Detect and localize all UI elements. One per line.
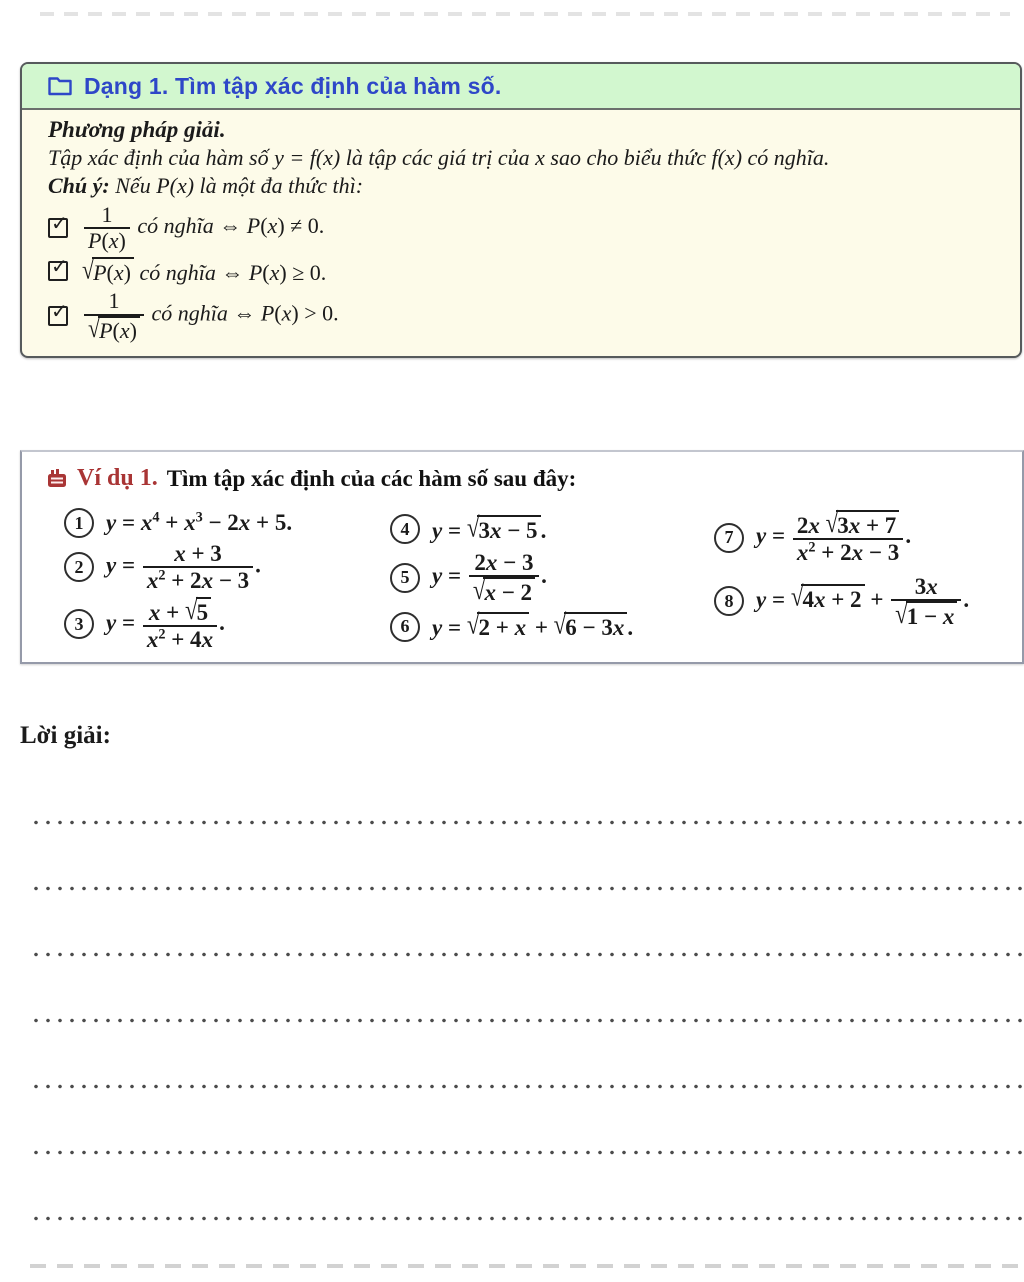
problem-math: y = √2 + x + √6 − 3x . — [432, 609, 634, 641]
problem-number: 5 — [390, 563, 420, 593]
method-intro: Tập xác định của hàm số y = f(x) là tập các giá trị của x sao cho biểu thức f(x) có nghĩa. — [48, 145, 830, 170]
problem-row — [64, 594, 225, 653]
problem-math: y = $\frac{2x √3x + 7}{x^2 + 2x - 3}$ . — [756, 507, 912, 566]
dotted-line — [30, 886, 1024, 891]
dotted-line — [30, 1084, 1024, 1089]
problems-column-2 — [390, 511, 634, 642]
problem-math: y = √3x − 5 . — [432, 511, 547, 543]
problem-row — [390, 511, 547, 544]
dotted-line — [30, 952, 1024, 957]
example-stamp-icon — [46, 468, 68, 490]
method-item-math: $\frac{1}{P(x)}$ có nghĩa ⇔ P(x) ≠ 0. — [82, 203, 324, 253]
section-title: Dạng 1. Tìm tập xác định của hàm số. — [84, 72, 502, 99]
problem-number: 2 — [64, 552, 94, 582]
problems-column-3 — [714, 507, 970, 629]
problem-number: 4 — [390, 514, 420, 544]
problem-row — [64, 508, 292, 538]
problem-row — [390, 609, 634, 642]
dotted-line — [30, 1216, 1024, 1221]
method-note — [48, 172, 994, 200]
problem-row — [714, 574, 969, 630]
dotted-line — [30, 1150, 1024, 1155]
problem-number: 1 — [64, 508, 94, 538]
note-label: Chú ý: — [48, 173, 110, 198]
solution-lines — [30, 820, 1024, 1282]
problem-math: y = $\frac{x + √5}{x^2 + 4x}$ . — [106, 594, 225, 652]
method-item — [48, 289, 994, 342]
method-heading: Phương pháp giải. — [48, 117, 226, 142]
note-rest: Nếu P(x) là một đa thức thì: — [109, 173, 364, 198]
problem-number: 3 — [64, 609, 94, 639]
example-label: Ví dụ 1. — [77, 465, 158, 491]
problems-column-1 — [64, 508, 292, 652]
problem-math: y = √4x + 2 + $\frac{3x}{√1 - x}$ . — [756, 573, 970, 629]
problem-number: 7 — [714, 523, 744, 553]
example-prompt: Tìm tập xác định của các hàm số sau đây: — [166, 465, 577, 491]
method-item — [48, 203, 994, 253]
checkbox-icon — [48, 306, 68, 326]
method-body — [22, 110, 1020, 343]
problem-math: y = $\frac{2x - 3}{√x - 2}$ . — [432, 550, 547, 606]
section-header — [22, 64, 1020, 110]
checkbox-icon — [48, 261, 68, 281]
solution-heading: Lời giải: — [20, 722, 111, 749]
folder-icon — [48, 76, 72, 96]
top-dashed-rule — [40, 12, 1010, 16]
problem-row — [390, 550, 547, 606]
problem-math: $y = x^4 + x^3 - 2x + 5$. — [106, 509, 293, 535]
method-item-math: √P(x) có nghĩa ⇔ P(x) ≥ 0. — [82, 254, 327, 285]
method-box — [20, 62, 1022, 358]
dotted-line — [30, 820, 1024, 825]
problem-math: y = $\frac{x + 3}{x^2 + 2x - 3}$ . — [106, 541, 261, 594]
method-item-math: $\frac{1}{√P(x)}$ có nghĩa ⇔ P(x) > 0. — [82, 289, 339, 342]
example-title — [22, 452, 1022, 492]
problem-row — [714, 507, 912, 566]
problem-row — [64, 541, 261, 594]
dotted-line — [30, 1018, 1024, 1023]
method-item — [48, 256, 994, 286]
checkbox-icon — [48, 218, 68, 238]
bottom-dashed-rule — [30, 1264, 1024, 1268]
problem-number: 8 — [714, 586, 744, 616]
problem-number: 6 — [390, 612, 420, 642]
example-box — [20, 450, 1024, 664]
